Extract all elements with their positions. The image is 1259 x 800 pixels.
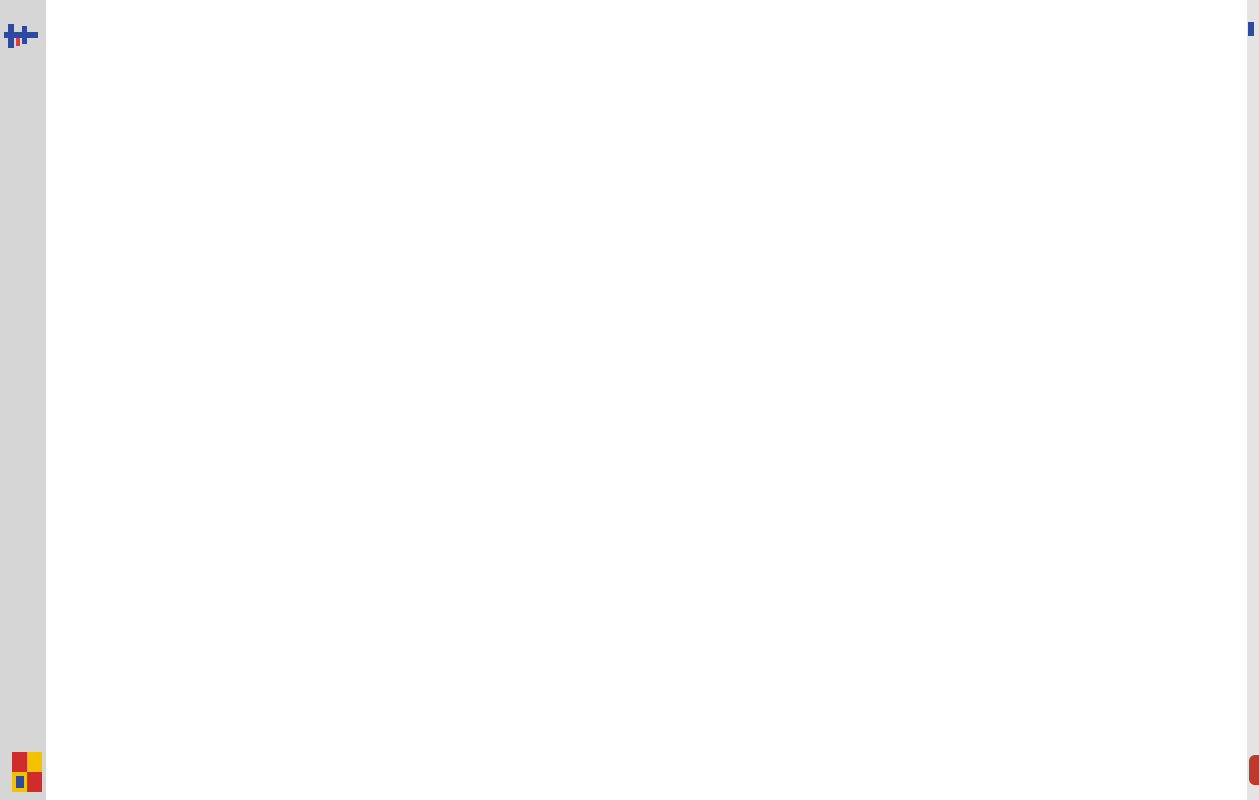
- viewer-sidebar: [0, 0, 46, 800]
- document-page: [585, 105, 1145, 755]
- ub-logo-icon: [4, 24, 38, 48]
- viewer-right-edge: [1247, 0, 1259, 800]
- ub-logo-fragment-icon: [1248, 22, 1254, 36]
- crest-icon: [12, 752, 42, 792]
- crest-fragment-icon: [1249, 755, 1259, 785]
